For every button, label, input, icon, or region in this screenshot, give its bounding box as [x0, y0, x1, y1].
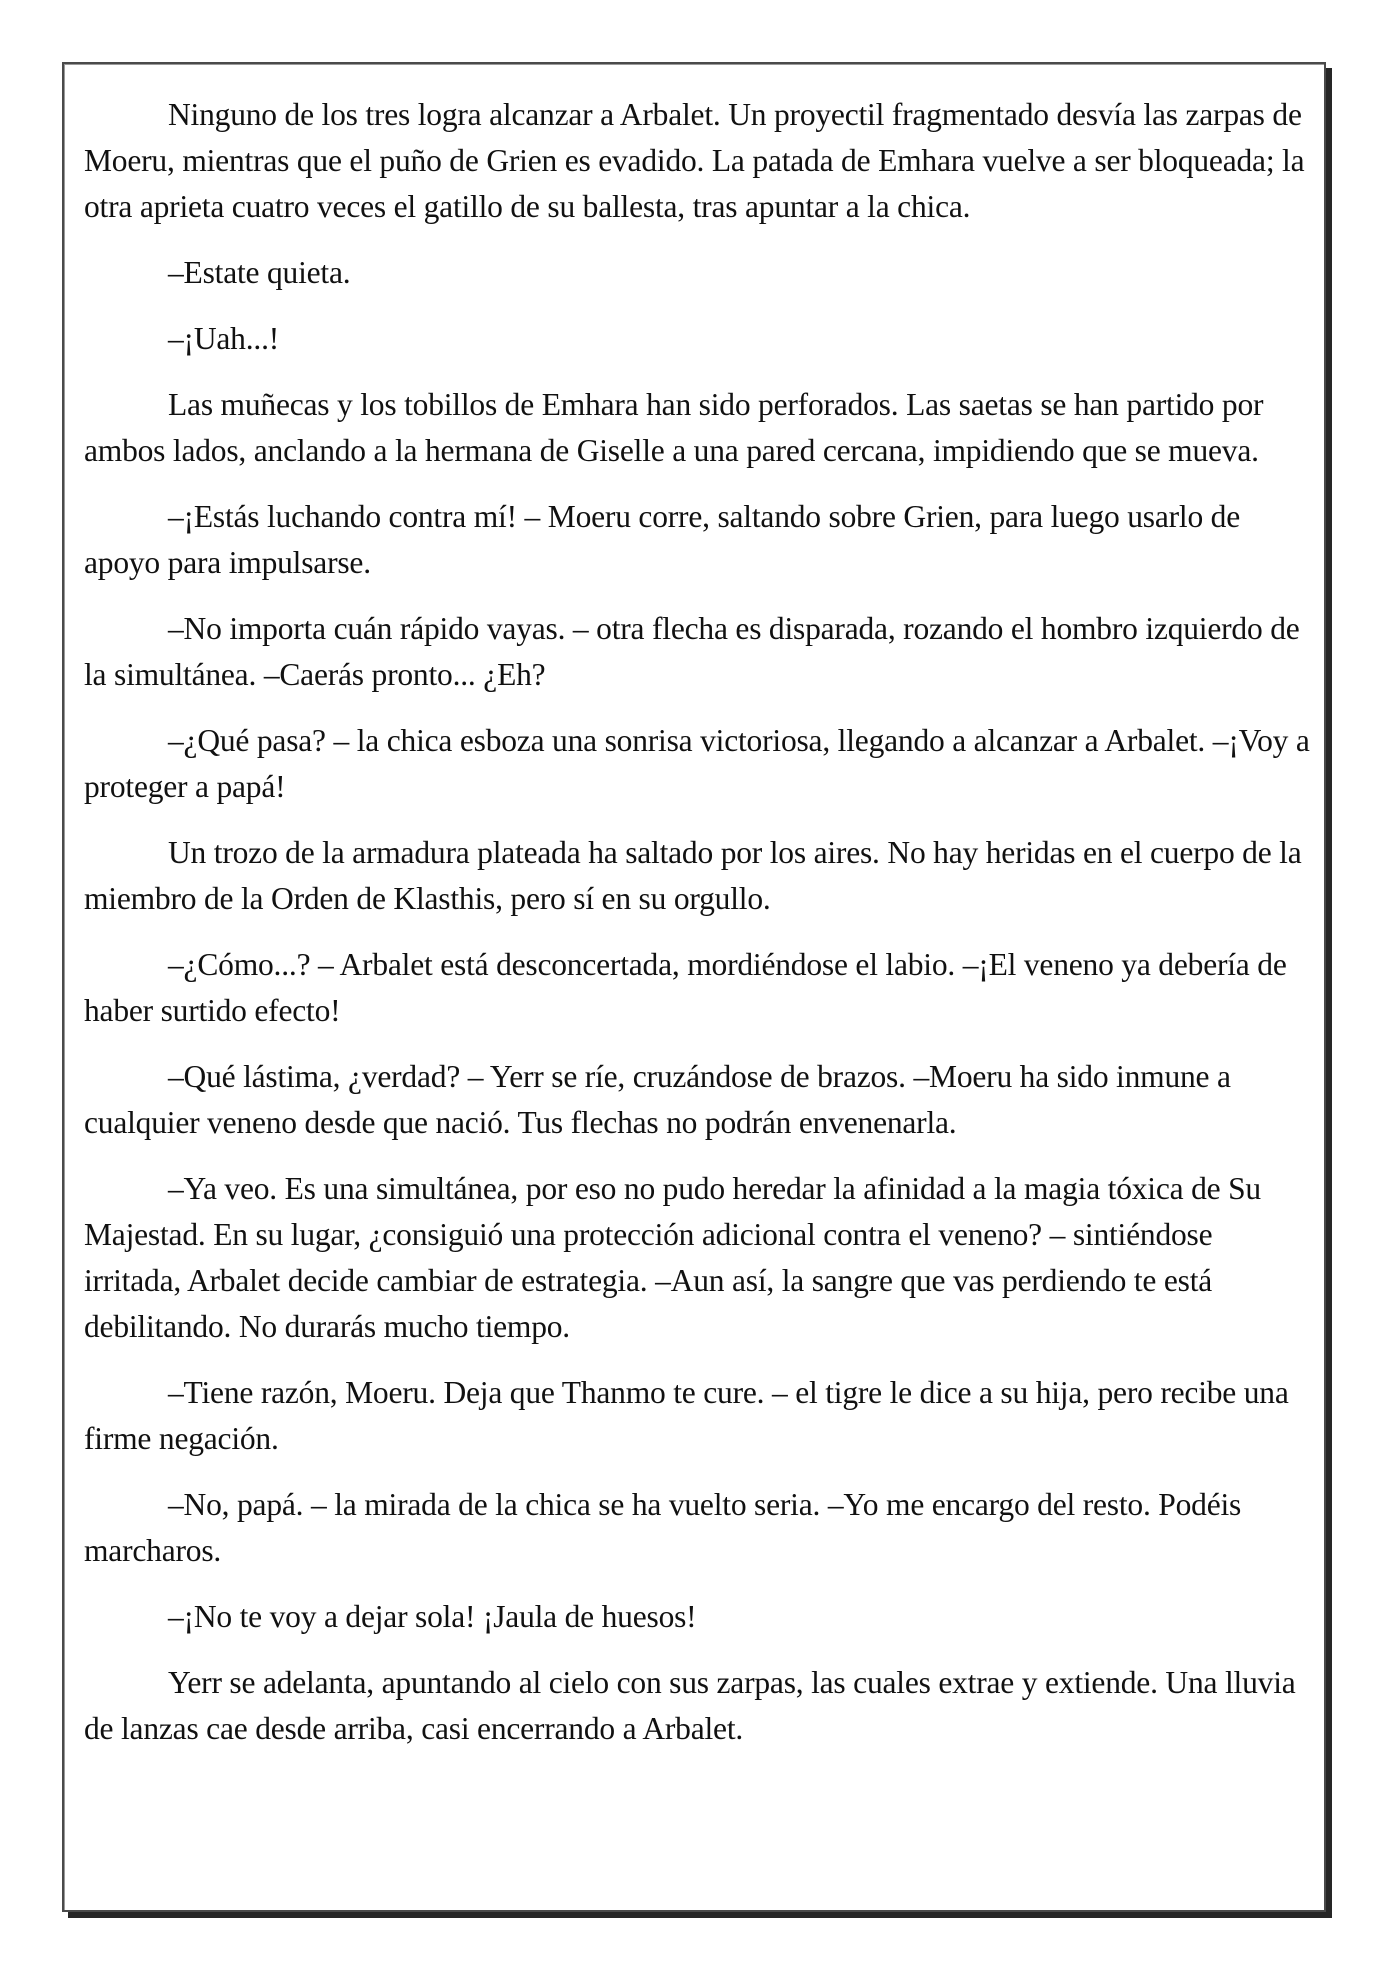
- paragraph: –¡Estás luchando contra mí! – Moeru corre, saltando sobre Grien, para luego usarlo de apoyo para impulsarse.: [84, 499, 1241, 580]
- paragraph: –Tiene razón, Moeru. Deja que Thanmo te cure. – el tigre le dice a su hija, pero recibe una firme negación.: [84, 1375, 1289, 1456]
- paragraph: –Qué lástima, ¿verdad? – Yerr se ríe, cruzándose de brazos. –Moeru ha sido inmune a cualquier veneno desde que nació. Tus flechas no podrán envenenarla.: [84, 1059, 1231, 1140]
- paragraph: Ninguno de los tres logra alcanzar a Arbalet. Un proyectil fragmentado desvía las zarpas de Moeru, mientras que el puño de Grien es evadido. La patada de Emhara vuelve a ser bloqueada; la otra aprieta cuatro veces el gatillo de su ballesta, tras apuntar a la chica.: [84, 97, 1305, 224]
- paragraph: –¡No te voy a dejar sola! ¡Jaula de huesos!: [168, 1599, 697, 1634]
- paragraph: Yerr se adelanta, apuntando al cielo con sus zarpas, las cuales extrae y extiende. Una lluvia de lanzas cae desde arriba, casi encerrando a Arbalet.: [84, 1665, 1296, 1746]
- paragraph: –¿Qué pasa? – la chica esboza una sonrisa victoriosa, llegando a alcanzar a Arbalet. –¡Voy a proteger a papá!: [84, 723, 1310, 804]
- paragraph: –No importa cuán rápido vayas. – otra flecha es disparada, rozando el hombro izquierdo de la simultánea. –Caerás pronto... ¿Eh?: [84, 611, 1300, 692]
- paragraph: –Estate quieta.: [168, 255, 351, 290]
- paragraph: –¡Uah...!: [168, 321, 280, 356]
- document-body: [84, 92, 1314, 1772]
- paragraph: Un trozo de la armadura plateada ha saltado por los aires. No hay heridas en el cuerpo de la miembro de la Orden de Klasthis, pero sí en su orgullo.: [84, 835, 1302, 916]
- paragraph: –No, papá. – la mirada de la chica se ha vuelto seria. –Yo me encargo del resto. Podéis marcharos.: [84, 1487, 1242, 1568]
- paragraph: –¿Cómo...? – Arbalet está desconcertada, mordiéndose el labio. –¡El veneno ya debería de haber surtido efecto!: [84, 947, 1287, 1028]
- paragraph: –Ya veo. Es una simultánea, por eso no pudo heredar la afinidad a la magia tóxica de Su Majestad. En su lugar, ¿consiguió una protección adicional contra el veneno? – sintiéndose irritada, Arbalet decide cambiar de estrategia. –Aun así, la sangre que vas perdiendo te está debilitando. No durarás mucho tiempo.: [84, 1171, 1261, 1344]
- paragraph: Las muñecas y los tobillos de Emhara han sido perforados. Las saetas se han partido por ambos lados, anclando a la hermana de Giselle a una pared cercana, impidiendo que se mueva.: [84, 387, 1264, 468]
